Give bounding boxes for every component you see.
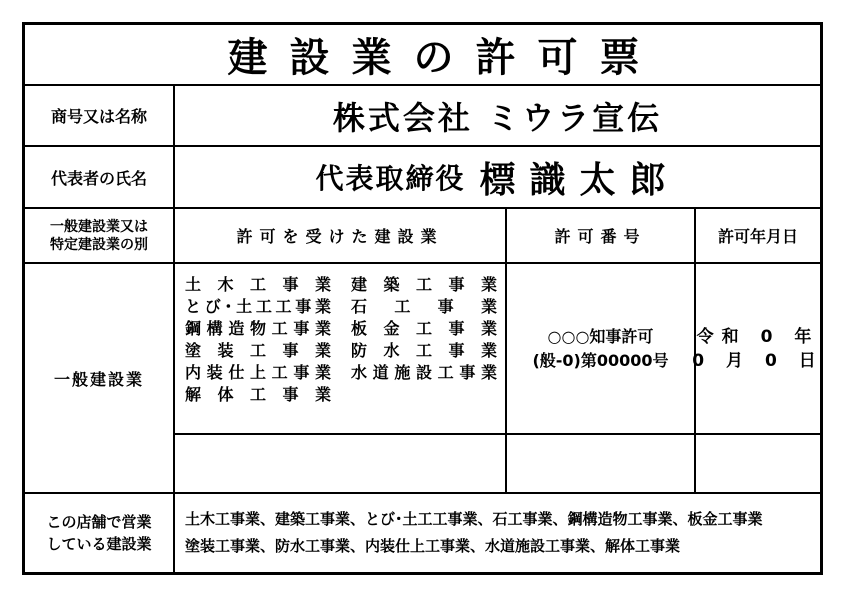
work-item: 建築工事業 xyxy=(351,275,497,294)
permit-number-line1: ○○○知事許可 xyxy=(547,326,654,346)
category-header xyxy=(25,209,173,262)
category-header-line2: 特定建設業の別 xyxy=(50,236,148,253)
permit-date-header: 許可年月日 xyxy=(717,227,798,246)
representative-title: 代表取締役 xyxy=(315,162,466,195)
work-item: 板金工事業 xyxy=(351,319,497,338)
permit-number-header: 許可番号 xyxy=(554,227,647,246)
work-item: 防水工事業 xyxy=(351,341,497,360)
business-types-header: 許可を受けた建設業 xyxy=(236,227,444,246)
work-item: 内装仕上工事業 xyxy=(185,363,331,382)
work-item: 解体工事業 xyxy=(185,385,331,404)
permit-date-line2: 0 月 0 日 xyxy=(692,350,824,371)
permit-number-value xyxy=(507,264,694,433)
work-item: 水道施設工事業 xyxy=(351,363,497,382)
operating-label-line2: している建設業 xyxy=(46,535,152,553)
general-construction-label: 一般建設業 xyxy=(53,369,144,389)
representative-name: 標識太郎 xyxy=(479,159,680,201)
page-title: 建設業の許可票 xyxy=(227,35,662,81)
permit-date-value xyxy=(692,264,824,433)
work-item: 石工事業 xyxy=(351,297,497,316)
trade-name-value: 株式会社 ミウラ宣伝 xyxy=(332,98,663,137)
trade-name-label: 商号又は名称 xyxy=(50,107,147,126)
rule-under-general xyxy=(175,433,820,435)
operating-label xyxy=(25,494,173,572)
category-header-line1: 一般建設業又は xyxy=(50,218,148,235)
work-item: 土木工事業 xyxy=(185,275,331,294)
work-item: 鋼構造物工事業 xyxy=(185,319,331,338)
operating-label-line1: この店舗で営業 xyxy=(46,513,152,531)
work-item: 塗装工事業 xyxy=(185,341,331,360)
license-sign-board xyxy=(22,22,823,575)
representative-label: 代表者の氏名 xyxy=(50,168,147,188)
licensed-works-list xyxy=(185,274,505,430)
operating-works-line1: 土木工事業、建築工事業、とび･土工工事業、石工事業、鋼構造物工事業、板金工事業 xyxy=(185,510,763,528)
work-item: とび･土工工事業 xyxy=(185,297,331,316)
operating-works-line2: 塗装工事業、防水工事業、内装仕上工事業、水道施設工事業、解体工事業 xyxy=(185,537,681,555)
representative-value xyxy=(175,147,820,207)
permit-date-line1: 令和 0 年 xyxy=(696,326,820,347)
permit-number-line2: (般-0)第00000号 xyxy=(532,350,669,370)
